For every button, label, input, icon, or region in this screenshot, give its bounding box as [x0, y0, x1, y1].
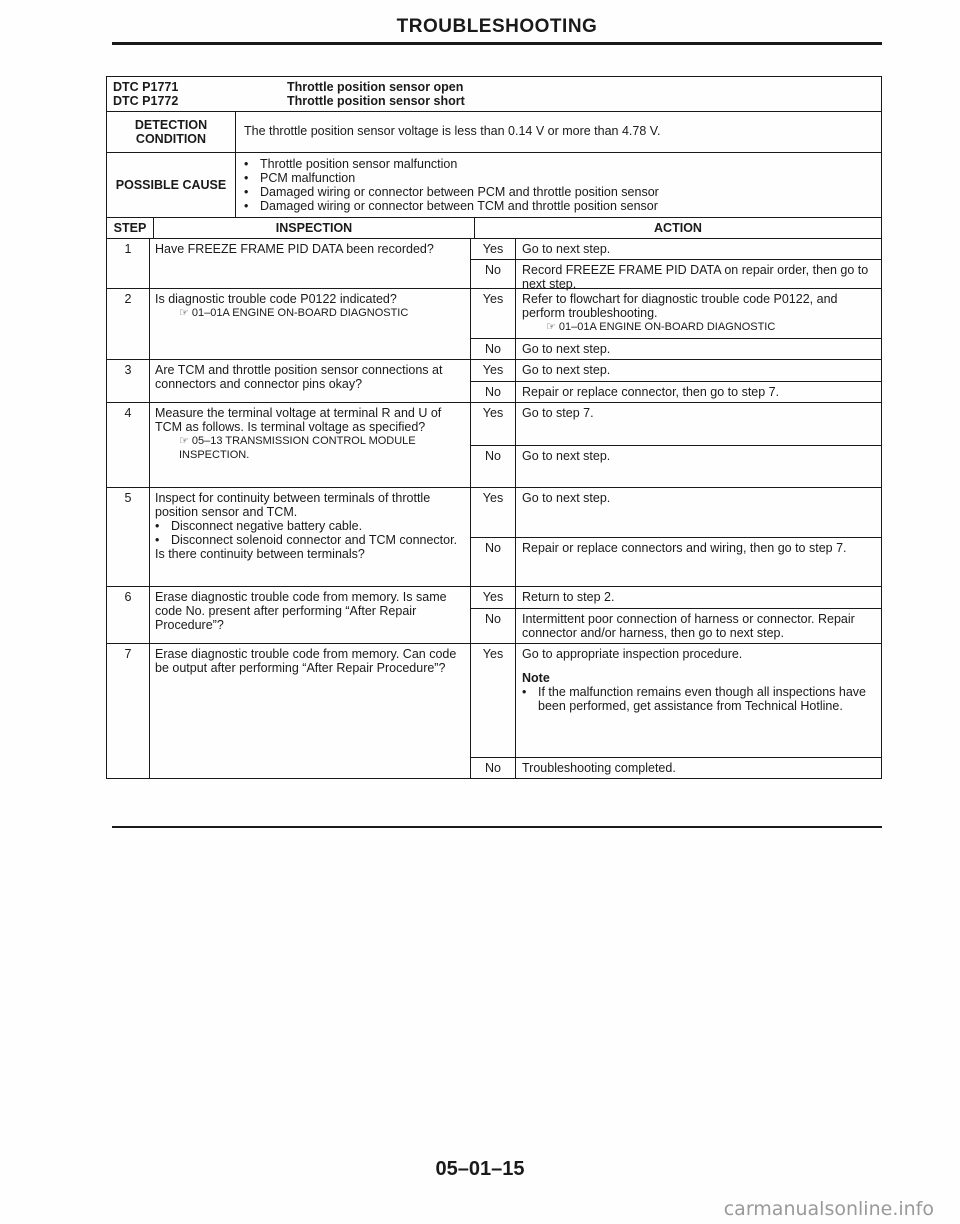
- inspection-text: Are TCM and throttle position sensor connections at connectors and connector pins okay?: [155, 363, 443, 391]
- cause-text: Damaged wiring or connector between PCM and throttle position sensor: [260, 185, 659, 199]
- response-yes: [471, 239, 881, 260]
- step-number: 7: [107, 644, 150, 778]
- response-no: [471, 609, 881, 643]
- step-number: 1: [107, 239, 150, 288]
- dtc-description: Throttle position sensor open: [287, 80, 464, 94]
- action-text: Go to next step.: [522, 363, 611, 377]
- step-number: 6: [107, 587, 150, 643]
- action-yes-text: Refer to flowchart for diagnostic trouble code P0122, and perform troubleshooting.: [522, 292, 838, 320]
- yes-label: Yes: [471, 360, 516, 381]
- table-row: [107, 403, 881, 488]
- inspection-reference: ☞ 05–13 TRANSMISSION CONTROL MODULE INSPECTION.: [179, 435, 416, 461]
- response-yes: [471, 488, 881, 538]
- inspection-text: Have FREEZE FRAME PID DATA been recorded?: [155, 242, 434, 256]
- detection-text: The throttle position sensor voltage is less than 0.14 V or more than 4.78 V.: [244, 124, 661, 138]
- yes-label: Yes: [471, 239, 516, 259]
- step-number: 5: [107, 488, 150, 586]
- no-label: No: [471, 339, 516, 359]
- detection-row: [107, 112, 881, 153]
- watermark: carmanualsonline.info: [723, 1198, 934, 1220]
- action-text: Go to next step.: [522, 448, 611, 463]
- bullet-icon: •: [244, 199, 249, 213]
- table-header: [107, 218, 881, 239]
- response-yes: [471, 403, 881, 446]
- list-item: [244, 171, 873, 185]
- list-item: [244, 157, 873, 171]
- note-label: Note: [522, 671, 550, 685]
- action-text: Repair or replace connector, then go to step 7.: [522, 384, 780, 399]
- action-text: Troubleshooting completed.: [522, 761, 676, 775]
- list-item: [522, 685, 875, 713]
- yes-label: Yes: [471, 644, 516, 757]
- no-label: No: [471, 382, 516, 403]
- footer-divider: [112, 826, 882, 828]
- step-responses: [471, 360, 881, 402]
- inspection-bullet-text: Disconnect negative battery cable.: [171, 519, 363, 533]
- action-text: Go to next step.: [522, 242, 611, 256]
- bullet-icon: •: [244, 185, 249, 199]
- step-inspection: [150, 587, 471, 643]
- no-label: No: [471, 758, 516, 778]
- possible-cause-list: [236, 153, 881, 217]
- action-text: Repair or replace connectors and wiring, then go to step 7.: [522, 540, 847, 555]
- possible-cause-label: POSSIBLE CAUSE: [107, 153, 236, 217]
- response-yes: [471, 289, 881, 339]
- table-row: [107, 644, 881, 778]
- table-row: [107, 289, 881, 360]
- inspection-reference: ☞ 01–01A ENGINE ON-BOARD DIAGNOSTIC: [179, 307, 409, 319]
- inspection-text: Measure the terminal voltage at terminal R and U of TCM as follows. Is terminal voltage as specified?: [155, 406, 442, 434]
- step-inspection: [150, 360, 471, 402]
- step-number: 2: [107, 289, 150, 359]
- yes-label: Yes: [471, 403, 516, 445]
- step-inspection: [150, 403, 471, 487]
- header-divider: [112, 42, 882, 45]
- action-text: Go to step 7.: [522, 406, 594, 420]
- yes-label: Yes: [471, 289, 516, 338]
- header-step: STEP: [107, 218, 154, 238]
- action-text: [516, 289, 881, 338]
- inspection-text: Erase diagnostic trouble code from memory. Can code be output after performing “After Repair Procedure”?: [155, 647, 457, 675]
- response-no: [471, 339, 881, 359]
- step-inspection: [150, 239, 471, 288]
- note-text: If the malfunction remains even though all inspections have been performed, get assistance from Technical Hotline.: [538, 685, 866, 713]
- response-no: [471, 758, 881, 778]
- header-inspection: INSPECTION: [154, 218, 475, 238]
- list-item: [244, 199, 873, 213]
- table-row: [107, 587, 881, 644]
- response-no: [471, 446, 881, 488]
- action-text: Go to next step.: [522, 342, 611, 356]
- bullet-icon: •: [155, 533, 160, 547]
- response-yes: [471, 360, 881, 382]
- yes-label: Yes: [471, 587, 516, 608]
- page-title: TROUBLESHOOTING: [396, 16, 598, 37]
- inspection-question: Is there continuity between terminals?: [155, 547, 365, 561]
- action-reference: ☞ 01–01A ENGINE ON-BOARD DIAGNOSTIC: [546, 321, 776, 333]
- inspection-text: Erase diagnostic trouble code from memory. Is same code No. present after performing “After Repair Procedure”?: [155, 590, 447, 632]
- table-row: [107, 360, 881, 403]
- response-no: [471, 382, 881, 403]
- list-item: [244, 185, 873, 199]
- action-text: Intermittent poor connection of harness or connector. Repair connector and/or harness, then go to next step.: [522, 612, 855, 640]
- step-inspection: [150, 488, 471, 586]
- dtc-codes: [107, 77, 279, 111]
- step-responses: [471, 488, 881, 586]
- inspection-bullet-text: Disconnect solenoid connector and TCM connector.: [171, 533, 458, 547]
- header-action: ACTION: [654, 221, 702, 235]
- no-label: No: [471, 538, 516, 587]
- step-responses: [471, 403, 881, 487]
- cause-text: PCM malfunction: [260, 171, 356, 185]
- table-row: [107, 239, 881, 289]
- step-number: 4: [107, 403, 150, 487]
- no-label: No: [471, 260, 516, 294]
- inspection-text: Is diagnostic trouble code P0122 indicated?: [155, 292, 397, 306]
- no-label: No: [471, 446, 516, 488]
- step-responses: [471, 239, 881, 291]
- dtc-descriptions: [279, 77, 881, 111]
- table-row: [107, 488, 881, 587]
- response-no: [471, 538, 881, 587]
- inspection-text: Inspect for continuity between terminals of throttle position sensor and TCM.: [155, 491, 431, 519]
- action-yes-text: Go to appropriate inspection procedure.: [522, 647, 743, 661]
- response-yes: [471, 587, 881, 609]
- cause-text: Damaged wiring or connector between TCM and throttle position sensor: [260, 199, 658, 213]
- action-text: [516, 644, 881, 757]
- dtc-row: [107, 77, 881, 112]
- step-inspection: [150, 644, 471, 778]
- bullet-icon: •: [522, 685, 527, 699]
- step-responses: [471, 289, 881, 359]
- possible-cause-row: [107, 153, 881, 218]
- list-item: [155, 533, 465, 547]
- step-number: 3: [107, 360, 150, 402]
- cause-text: Throttle position sensor malfunction: [260, 157, 458, 171]
- action-text: Record FREEZE FRAME PID DATA on repair order, then go to next step.: [522, 263, 869, 291]
- detection-label: DETECTION CONDITION: [107, 112, 236, 152]
- dtc-code: DTC P1771: [113, 80, 179, 94]
- page-number: 05–01–15: [435, 1158, 525, 1180]
- bullet-icon: •: [244, 157, 249, 171]
- action-text: Return to step 2.: [522, 590, 615, 604]
- yes-label: Yes: [471, 488, 516, 537]
- troubleshooting-table: [106, 76, 882, 779]
- response-yes: [471, 644, 881, 758]
- step-responses: [471, 587, 881, 643]
- step-responses: [471, 644, 881, 778]
- no-label: No: [471, 609, 516, 643]
- dtc-description: Throttle position sensor short: [287, 94, 465, 108]
- bullet-icon: •: [244, 171, 249, 185]
- step-inspection: [150, 289, 471, 359]
- bullet-icon: •: [155, 519, 160, 533]
- dtc-code: DTC P1772: [113, 94, 179, 108]
- action-text: Go to next step.: [522, 491, 611, 505]
- list-item: [155, 519, 465, 533]
